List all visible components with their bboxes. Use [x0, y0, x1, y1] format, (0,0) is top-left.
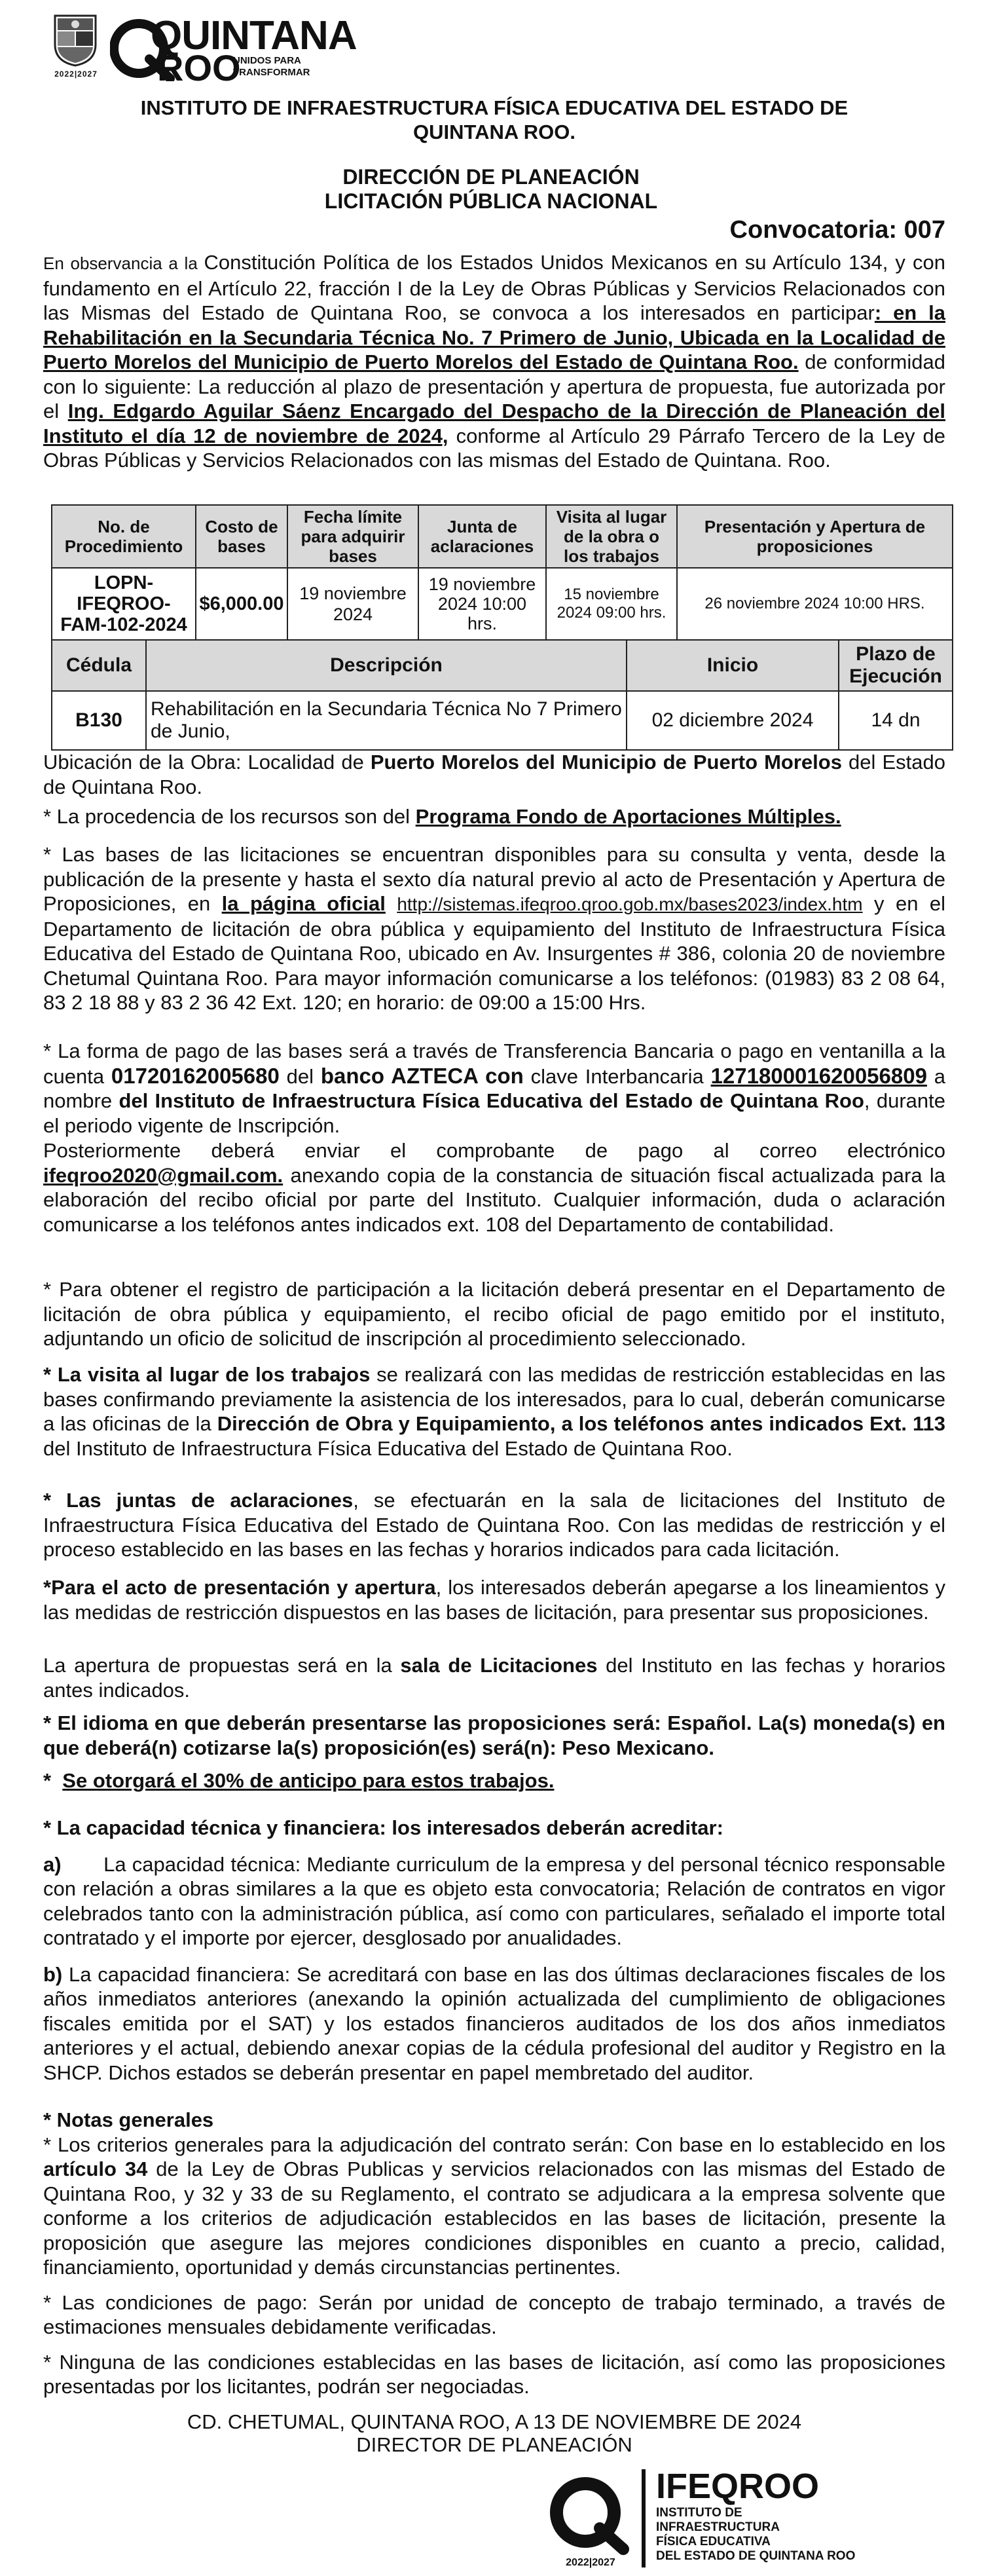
notes-n1b: artículo 34: [43, 2157, 148, 2180]
capacity-b-label: b): [43, 1962, 63, 1986]
ifeqroo-line4: DEL ESTADO DE QUINTANA ROO: [656, 2549, 856, 2563]
notes-title: * Notas generales: [43, 2108, 214, 2131]
presentation-paragraph: [43, 1575, 945, 1624]
th-term: Plazo de Ejecución: [839, 640, 953, 691]
advance-paragraph: * Se otorgará el 30% de anticipo para estos trabajos.: [43, 1769, 555, 1792]
opening-c: del Instituto en las fechas y horarios antes indicados.: [43, 1654, 945, 1702]
location-a: Ubicación de la Obra: Localidad de: [43, 751, 371, 774]
location-c: del Estado de Quintana Roo.: [43, 751, 945, 798]
registration-text: * Para obtener el registro de participación a la licitación deberá presentar en el Departamento de licitación de obra pública y equipamiento, el recibo oficial de pago emitido por el instituto, adjuntando un oficio de solicitud de inscripción al procedimiento seleccionado.: [43, 1278, 945, 1350]
payment-bank: banco AZTECA con: [320, 1063, 524, 1088]
notes-n1a: * Los criterios generales para la adjudicación del contrato serán: Con base en lo establecido en los: [43, 2133, 945, 2156]
work-table: [51, 639, 953, 751]
capacity-b-text: La capacidad financiera: Se acreditará con base en las dos últimas declaraciones fiscales de los años inmediatos anteriores (anexando la opinión actualizada del cumplimiento de obligaciones fiscales emitida por el SAT) y los estados financieros auditados de los dos años inmediatos anteriores y el actual, debiendo anexar copias de la cédula profesional del auditor y Registro en la SHCP. Dichos estados se deberán presentar en papel membretado del auditor.: [43, 1962, 945, 2084]
td-meeting: 19 noviembre 2024 10:00 hrs.: [418, 568, 546, 640]
intro-paragraph: [43, 250, 945, 473]
intro-a: En observancia a la: [43, 253, 204, 273]
receipt-email-link[interactable]: ifeqroo2020@gmail.com.: [43, 1163, 283, 1187]
th-presentation: Presentación y Apertura de proposiciones: [677, 505, 953, 568]
th-cedula: Cédula: [52, 640, 146, 691]
ifeqroo-line3: FÍSICA EDUCATIVA: [656, 2535, 771, 2548]
notes-n2: * Las condiciones de pago: Serán por unidad de concepto de trabajo terminado, a través de estimaciones mensuales debidamente verificadas.: [43, 2290, 945, 2338]
payment-account: 01720162005680: [111, 1063, 280, 1088]
payment-b: del: [279, 1064, 321, 1088]
td-start: 02 diciembre 2024: [627, 691, 839, 750]
procedure-table-header: [52, 505, 953, 568]
presentation-b: , los interesados deberán apegarse a los lineamientos y las medidas de restricción dispuestos en las bases de licitación, para presentar sus proposiciones.: [43, 1576, 946, 1624]
logo-word-roo: ROO: [157, 47, 241, 88]
direction-block: [262, 165, 720, 214]
institute-title: INSTITUTO DE INFRAESTRUCTURA FÍSICA EDUCATIVA DEL ESTADO DE QUINTANA ROO.: [140, 96, 849, 143]
visit-c: Dirección de Obra y Equipamiento, a los teléfonos antes indicados Ext. 113: [217, 1412, 945, 1435]
bases-url-link[interactable]: http://sistemas.ifeqroo.qroo.gob.mx/bases2023/index.htm: [397, 894, 863, 914]
meetings-a: * Las juntas de aclaraciones: [43, 1489, 354, 1512]
payment-c: clave Interbancaria: [523, 1064, 711, 1088]
footer-signature: [131, 2410, 858, 2456]
procedure-table-row: [52, 568, 953, 640]
intro-e: Ing. Edgardo Aguilar Sáenz Encargado del Despacho de la Dirección de Planeación del Instituto el día 12 de noviembre de 2024,: [43, 400, 945, 447]
th-cost: Costo de bases: [196, 505, 287, 568]
th-visit: Visita al lugar de la obra o los trabajos: [546, 505, 677, 568]
tender-type: LICITACIÓN PÚBLICA NACIONAL: [324, 189, 658, 213]
payment-e: del Instituto de Infraestructura Física Educativa del Estado de Quintana Roo: [119, 1089, 864, 1112]
td-visit: 15 noviembre 2024 09:00 hrs.: [546, 568, 677, 640]
bases-paragraph: [43, 842, 945, 1015]
opening-b: sala de Licitaciones: [400, 1654, 598, 1677]
bases-c: y en el Departamento de licitación de obra pública y equipamiento del Instituto de Infraestructura Física Educativa del Estado de Quintana Roo, ubicado en Av. Insurgentes # 386, colonia 20 de noviembre Chetumal Quintana Roo. Para mayor información comunicarse a los teléfonos: (01983) 83 2 08 64, 83 2 18 88 y 83 2 36 42 Ext. 120; en horario: de 09:00 a 15:00 Hrs.: [43, 892, 945, 1014]
th-description: Descripción: [146, 640, 627, 691]
procedure-table: [51, 504, 953, 641]
presentation-a: *Para el acto de presentación y apertura: [43, 1576, 436, 1599]
receipt-paragraph: [43, 1138, 945, 1237]
ifeqroo-caption: [656, 2506, 855, 2564]
visit-d: del Instituto de Infraestructura Física Educativa del Estado de Quintana Roo.: [43, 1436, 733, 1460]
intro-c: : en la Rehabilitación en la Secundaria Técnica No. 7 Primero de Junio, Ubicada en la Localidad de Puerto Morelos del Municipio de Puerto Morelos del Estado de Quintana Roo.: [43, 301, 945, 373]
td-deadline: 19 noviembre 2024: [287, 568, 418, 640]
advance-text: Se otorgará el 30% de anticipo para estos trabajos.: [62, 1769, 555, 1792]
td-cost: $6,000.00: [196, 568, 287, 640]
td-description: Rehabilitación en la Secundaria Técnica No 7 Primero de Junio,: [146, 691, 627, 750]
state-shield-icon: [52, 13, 98, 67]
footer-signer: DIRECTOR DE PLANEACIÓN: [356, 2433, 632, 2456]
meetings-paragraph: [43, 1488, 945, 1562]
quintana-roo-logo: [52, 13, 357, 88]
td-presentation: 26 noviembre 2024 10:00 HRS.: [677, 568, 953, 640]
logo-word-quintana: QUINTANA: [151, 13, 357, 58]
funds-b: Programa Fondo de Aportaciones Múltiples.: [415, 805, 841, 828]
payment-a: * La forma de pago de las bases será a través de Transferencia Bancaria o pago en ventanilla a la cuenta: [43, 1039, 945, 1088]
th-start: Inicio: [627, 640, 839, 691]
capacity-a-text: La capacidad técnica: Mediante curriculum de la empresa y del personal técnico responsable con relación a obras similares a la que es objeto esta convocatoria; Relación de contratos en vigor celebrados tanto con la administración pública, así como con particulares, señalado el importe total contratado y el importe por ejercer, desglosado por anualidades.: [43, 1852, 945, 1949]
opening-paragraph: [43, 1653, 945, 1702]
opening-a: La apertura de propuestas será en la: [43, 1654, 401, 1677]
intro-f: conforme al Artículo 29 Párrafo Tercero de la Ley de Obras Públicas y Servicios Relacionados con las mismas del Estado de Quintana. Roo.: [43, 424, 946, 472]
ifeqroo-q-icon: [543, 2472, 635, 2564]
funds-paragraph: [43, 804, 945, 829]
visit-paragraph: [43, 1362, 945, 1461]
language-text: * El idioma en que deberán presentarse las proposiciones será: Español. La(s) moneda(s) en que deberá(n) cotizarse la(s) proposición(es) será(n): Peso Mexicano.: [43, 1711, 945, 1759]
visit-b: se realizará con las medidas de restricción establecidas en las bases confirmando previamente la asistencia de los interesados, para lo cual, deberán comunicarse a las oficinas de la: [43, 1363, 945, 1435]
bases-b: la página oficial: [221, 892, 386, 915]
language-paragraph: [43, 1711, 945, 1760]
ifeqroo-divider: [642, 2469, 646, 2567]
visit-a: * La visita al lugar de los trabajos: [43, 1363, 371, 1386]
ifeqroo-title: IFEQROO: [656, 2467, 820, 2506]
ifeqroo-line1: INSTITUTO DE: [656, 2506, 742, 2520]
ifeqroo-logo: [543, 2468, 976, 2573]
funds-a: * La procedencia de los recursos son del: [43, 805, 416, 828]
work-table-header: [52, 640, 953, 691]
location-b: Puerto Morelos del Municipio de Puerto Morelos: [370, 751, 842, 774]
th-deadline: Fecha límite para adquirir bases: [287, 505, 418, 568]
shield-caption: 2022|2027: [54, 69, 98, 79]
td-cedula: B130: [52, 691, 146, 750]
payment-paragraph: [43, 1039, 945, 1138]
td-procedure: LOPN-IFEQROO-FAM-102-2024: [52, 568, 196, 640]
logo-slogan: UNIDOS PARA TRANSFORMAR: [233, 55, 310, 78]
payment-f: , durante el periodo vigente de Inscripción.: [43, 1089, 945, 1137]
capacity-a-label: a): [43, 1852, 62, 1876]
meetings-b: , se efectuarán en la sala de licitaciones del Instituto de Infraestructura Física Educativa del Estado de Quintana Roo. Con las medidas de restricción y el proceso establecido en las bases en las fechas y horarios indicados para cada licitación.: [43, 1489, 945, 1561]
th-procedure: No. de Procedimiento: [52, 505, 196, 568]
footer-place-date: CD. CHETUMAL, QUINTANA ROO, A 13 DE NOVIEMBRE DE 2024: [187, 2410, 802, 2433]
payment-clabe: 127180001620056809: [710, 1063, 927, 1088]
notes-n1c: de la Ley de Obras Publicas y servicios relacionados con las mismas del Estado de Quintana Roo, y 32 y 33 de su Reglamento, el contrato se adjudicara a la empresa solvente que conforme a los criterios de adjudicación establecidos en las bases de licitación, presente la proposición que asegure las mejores condiciones disponibles en cuanto a precio, calidad, financiamiento, oportunidad y demás circunstancias pertinentes.: [43, 2157, 945, 2279]
capacity-section: [43, 1816, 945, 2085]
direction-title: DIRECCIÓN DE PLANEACIÓN: [342, 165, 640, 189]
ifeqroo-period: 2022|2027: [566, 2557, 615, 2568]
receipt-a: Posteriormente deberá enviar el comprobante de pago al correo electrónico: [43, 1139, 945, 1162]
location-paragraph: [43, 750, 945, 799]
notes-n3: * Ninguna de las condiciones establecidas en las bases de licitación, así como las proposiciones presentadas por los licitantes, podrán ser negociadas.: [43, 2350, 945, 2398]
intro-b: Constitución Política de los Estados Unidos Mexicanos en su Artículo 134, y con fundamento en el Artículo 22, fracción I de la Ley de Obras Públicas y Servicios Relacionados con las Mismas del Estado de Quintana Roo, se convoca a los interesados en participar: [43, 251, 945, 324]
payment-d: a nombre: [43, 1064, 945, 1112]
work-table-row: [52, 691, 953, 750]
registration-paragraph: [43, 1277, 945, 1351]
capacity-title: * La capacidad técnica y financiera: los interesados deberán acreditar:: [43, 1816, 723, 1839]
call-number: Convocatoria: 007: [729, 216, 945, 244]
th-meeting: Junta de aclaraciones: [418, 505, 546, 568]
ifeqroo-line2: INFRAESTRUCTURA: [656, 2520, 780, 2534]
intro-d: de conformidad con lo siguiente: La reducción al plazo de presentación y apertura de propuesta, fue autorizada por el: [43, 350, 945, 422]
bases-a: * Las bases de las licitaciones se encuentran disponibles para su consulta y venta, desde la publicación de la presente y hasta el sexto día natural previo al acto de Presentación y Apertura de Proposiciones, en: [43, 843, 945, 915]
notes-section: [43, 2108, 945, 2399]
receipt-b: anexando copia de la constancia de situación fiscal actualizada para la elaboración del recibo oficial por parte del Instituto. Cualquier información, duda o aclaración comunicarse a los teléfonos antes indicados ext. 108 del Departamento de contabilidad.: [43, 1163, 945, 1236]
td-term: 14 dn: [839, 691, 953, 750]
